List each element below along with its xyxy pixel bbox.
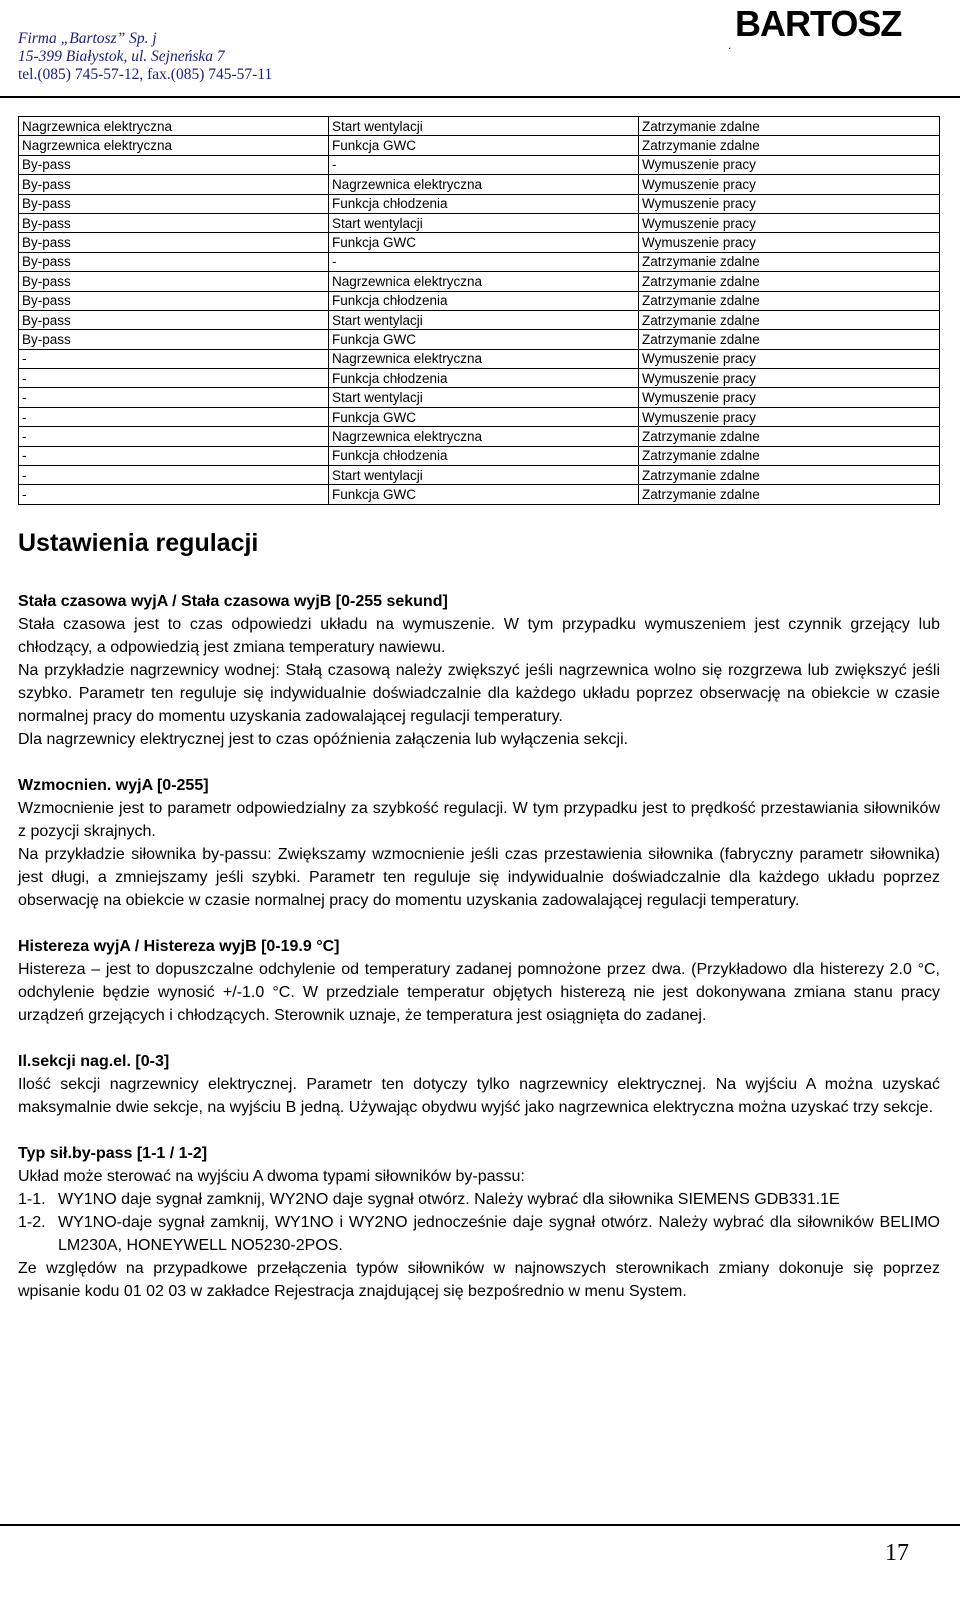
table-cell: Nagrzewnica elektryczna (19, 117, 329, 136)
table-cell: Wymuszenie pracy (639, 213, 940, 232)
table-row (19, 194, 940, 213)
table-cell: Funkcja chłodzenia (329, 291, 639, 310)
table-cell: - (19, 485, 329, 504)
table-cell: By-pass (19, 272, 329, 291)
table-cell: Start wentylacji (329, 117, 639, 136)
list-text: WY1NO-daje sygnał zamknij, WY1NO i WY2NO jednocześnie daje sygnał otwórz. Należy wybrać dla siłowników BELIMO LM230A, HONEYWELL NO5230-2POS. (58, 1214, 940, 1254)
table-cell: Zatrzymanie zdalne (639, 427, 940, 446)
paragraph: Stała czasowa jest to czas odpowiedzi układu na wymuszenie. W tym przypadku wymuszeniem jest czynnik grzejący lub chłodzący, a odpowiedzią jest zmiana temperatury nawiewu. (18, 616, 940, 656)
param-title-gain: Wzmocnien. wyjA [0-255] (18, 777, 209, 794)
table-cell: By-pass (19, 291, 329, 310)
table-cell: Zatrzymanie zdalne (639, 291, 940, 310)
table-cell: Nagrzewnica elektryczna (19, 136, 329, 155)
param-title-actuator-type: Typ sił.by-pass [1-1 / 1-2] (18, 1145, 208, 1162)
table-cell: - (329, 252, 639, 271)
table-row (19, 427, 940, 446)
table-cell: Funkcja GWC (329, 485, 639, 504)
table-cell: Wymuszenie pracy (639, 233, 940, 252)
table-cell: Wymuszenie pracy (639, 369, 940, 388)
table-cell: - (19, 407, 329, 426)
table-cell: Zatrzymanie zdalne (639, 117, 940, 136)
table-row (19, 213, 940, 232)
bartosz-logo (735, 2, 910, 46)
table-row (19, 330, 940, 349)
table-cell: By-pass (19, 252, 329, 271)
table-row (19, 446, 940, 465)
paragraph: Ze względów na przypadkowe przełączenia typów siłowników w najnowszych sterownikach zmiany dokonuje się poprzez wpisanie kodu 01 02 03 w zakładce Rejestracja znajdującej się bezpośrednio w menu System. (18, 1260, 940, 1300)
table-cell: By-pass (19, 155, 329, 174)
table-cell: By-pass (19, 194, 329, 213)
list-item (18, 1211, 940, 1257)
table-cell: By-pass (19, 233, 329, 252)
table-row (19, 272, 940, 291)
table-row (19, 466, 940, 485)
table-cell: Funkcja chłodzenia (329, 194, 639, 213)
table-cell: - (329, 155, 639, 174)
paragraph: Układ może sterować na wyjściu A dwoma typami siłowników by-passu: (18, 1168, 525, 1185)
table-cell: Zatrzymanie zdalne (639, 272, 940, 291)
table-cell: Nagrzewnica elektryczna (329, 175, 639, 194)
table-cell: - (19, 369, 329, 388)
list-number: 1-2. (18, 1214, 46, 1231)
table-cell: Nagrzewnica elektryczna (329, 272, 639, 291)
table-cell: Funkcja chłodzenia (329, 369, 639, 388)
company-phone: tel.(085) 745-57-12, fax.(085) 745-57-11 (18, 66, 273, 83)
table-row (19, 349, 940, 368)
table-cell: Start wentylacji (329, 213, 639, 232)
param-title-time-constant: Stała czasowa wyjA / Stała czasowa wyjB [0-255 sekund] (18, 593, 448, 610)
table-row (19, 136, 940, 155)
table-cell: Funkcja GWC (329, 136, 639, 155)
company-address: 15-399 Białystok, ul. Sejneńska 7 (18, 48, 225, 65)
section-heading: Ustawienia regulacji (18, 529, 259, 557)
table-row (19, 388, 940, 407)
paragraph: Ilość sekcji nagrzewnicy elektrycznej. Parametr ten dotyczy tylko nagrzewnicy elektrycznej. Na wyjściu A można uzyskać maksymalnie dwie sekcje, na wyjściu B jedną. Używając obydwu wyjść jako nagrzewnica elektryczna można uzyskać trzy sekcje. (18, 1076, 940, 1116)
company-header (18, 30, 272, 84)
table-cell: By-pass (19, 213, 329, 232)
document-body (18, 528, 940, 1303)
page-number: 17 (885, 1540, 909, 1566)
table-row (19, 310, 940, 329)
footer-divider (0, 1524, 960, 1526)
company-name: Firma „Bartosz” Sp. j (18, 30, 157, 47)
paragraph: Dla nagrzewnicy elektrycznej jest to czas opóźnienia załączenia lub wyłączenia sekcji. (18, 731, 629, 748)
table-cell: Start wentylacji (329, 388, 639, 407)
table-cell: Wymuszenie pracy (639, 349, 940, 368)
table-cell: By-pass (19, 175, 329, 194)
table-cell: Funkcja GWC (329, 407, 639, 426)
table-cell: Funkcja chłodzenia (329, 446, 639, 465)
table-cell: Wymuszenie pracy (639, 407, 940, 426)
table-row (19, 117, 940, 136)
paragraph: Na przykładzie nagrzewnicy wodnej: Stałą czasową należy zwiększyć jeśli nagrzewnica wolno się rozgrzewa lub zwiększyć jeśli szybko. Parametr ten reguluje się indywidualnie doświadczalnie dla każdego układu poprzez obserwację na obiekcie w czasie normalnej pracy do momentu uzyskania zadowalającej regulacji temperatury. (18, 662, 940, 725)
table-row (19, 175, 940, 194)
paragraph: Histereza – jest to dopuszczalne odchylenie od temperatury zadanej pomnożone przez dwa. (Przykładowo dla histerezy 2.0 °C, odchylenie będzie wynosić +/-1.0 °C. W przedziale temperatur objętych histerezą nie jest dokonywana zmiana stanu pracy urządzeń grzejących i chłodzących. Sterownik uznaje, że temperatura jest osiągnięta do zadanej. (18, 961, 940, 1024)
table-cell: Zatrzymanie zdalne (639, 310, 940, 329)
paragraph: Wzmocnienie jest to parametr odpowiedzialny za szybkość regulacji. W tym przypadku jest to prędkość przestawiania siłowników z pozycji skrajnych. (18, 800, 940, 840)
table-cell: Wymuszenie pracy (639, 194, 940, 213)
table-cell: - (19, 349, 329, 368)
table-cell: Start wentylacji (329, 310, 639, 329)
table-cell: Funkcja GWC (329, 330, 639, 349)
table-cell: Wymuszenie pracy (639, 175, 940, 194)
logo-text: BARTOSZ (735, 3, 902, 44)
table-row (19, 369, 940, 388)
table-cell: Wymuszenie pracy (639, 388, 940, 407)
list-item (18, 1188, 940, 1211)
table-cell: - (19, 446, 329, 465)
table-cell: By-pass (19, 310, 329, 329)
table-cell: Nagrzewnica elektryczna (329, 349, 639, 368)
table-cell: Zatrzymanie zdalne (639, 330, 940, 349)
header-divider (0, 96, 960, 98)
paragraph: Na przykładzie siłownika by-passu: Zwiększamy wzmocnienie jeśli czas przestawienia siłownika (fabryczny parametr siłownika) jest długi, a zmniejszamy jeśli szybki. Parametr ten reguluje się indywidualnie doświadczalnie dla każdego układu poprzez obserwację na obiekcie w czasie normalnej pracy do momentu uzyskania zadowalającej regulacji temperatury. (18, 846, 940, 909)
table-cell: Nagrzewnica elektryczna (329, 427, 639, 446)
header-dot: . (728, 38, 732, 52)
table-cell: - (19, 427, 329, 446)
table-row (19, 252, 940, 271)
table-cell: Zatrzymanie zdalne (639, 136, 940, 155)
table-cell: Zatrzymanie zdalne (639, 485, 940, 504)
table-row (19, 485, 940, 504)
table-cell: Zatrzymanie zdalne (639, 466, 940, 485)
list-number: 1-1. (18, 1191, 46, 1208)
table-row (19, 291, 940, 310)
table-cell: Wymuszenie pracy (639, 155, 940, 174)
table-cell: - (19, 388, 329, 407)
table-cell: Zatrzymanie zdalne (639, 252, 940, 271)
table-cell: Zatrzymanie zdalne (639, 446, 940, 465)
mode-table (18, 116, 940, 505)
param-title-hysteresis: Histereza wyjA / Histereza wyjB [0-19.9 °C] (18, 938, 340, 955)
list-text: WY1NO daje sygnał zamknij, WY2NO daje sygnał otwórz. Należy wybrać dla siłownika SIEMENS GDB331.1E (58, 1191, 840, 1208)
table-cell: - (19, 466, 329, 485)
table-row (19, 155, 940, 174)
table-cell: Funkcja GWC (329, 233, 639, 252)
param-title-sections: Il.sekcji nag.el. [0-3] (18, 1053, 170, 1070)
table-row (19, 407, 940, 426)
table-cell: Start wentylacji (329, 466, 639, 485)
table-cell: By-pass (19, 330, 329, 349)
table-row (19, 233, 940, 252)
